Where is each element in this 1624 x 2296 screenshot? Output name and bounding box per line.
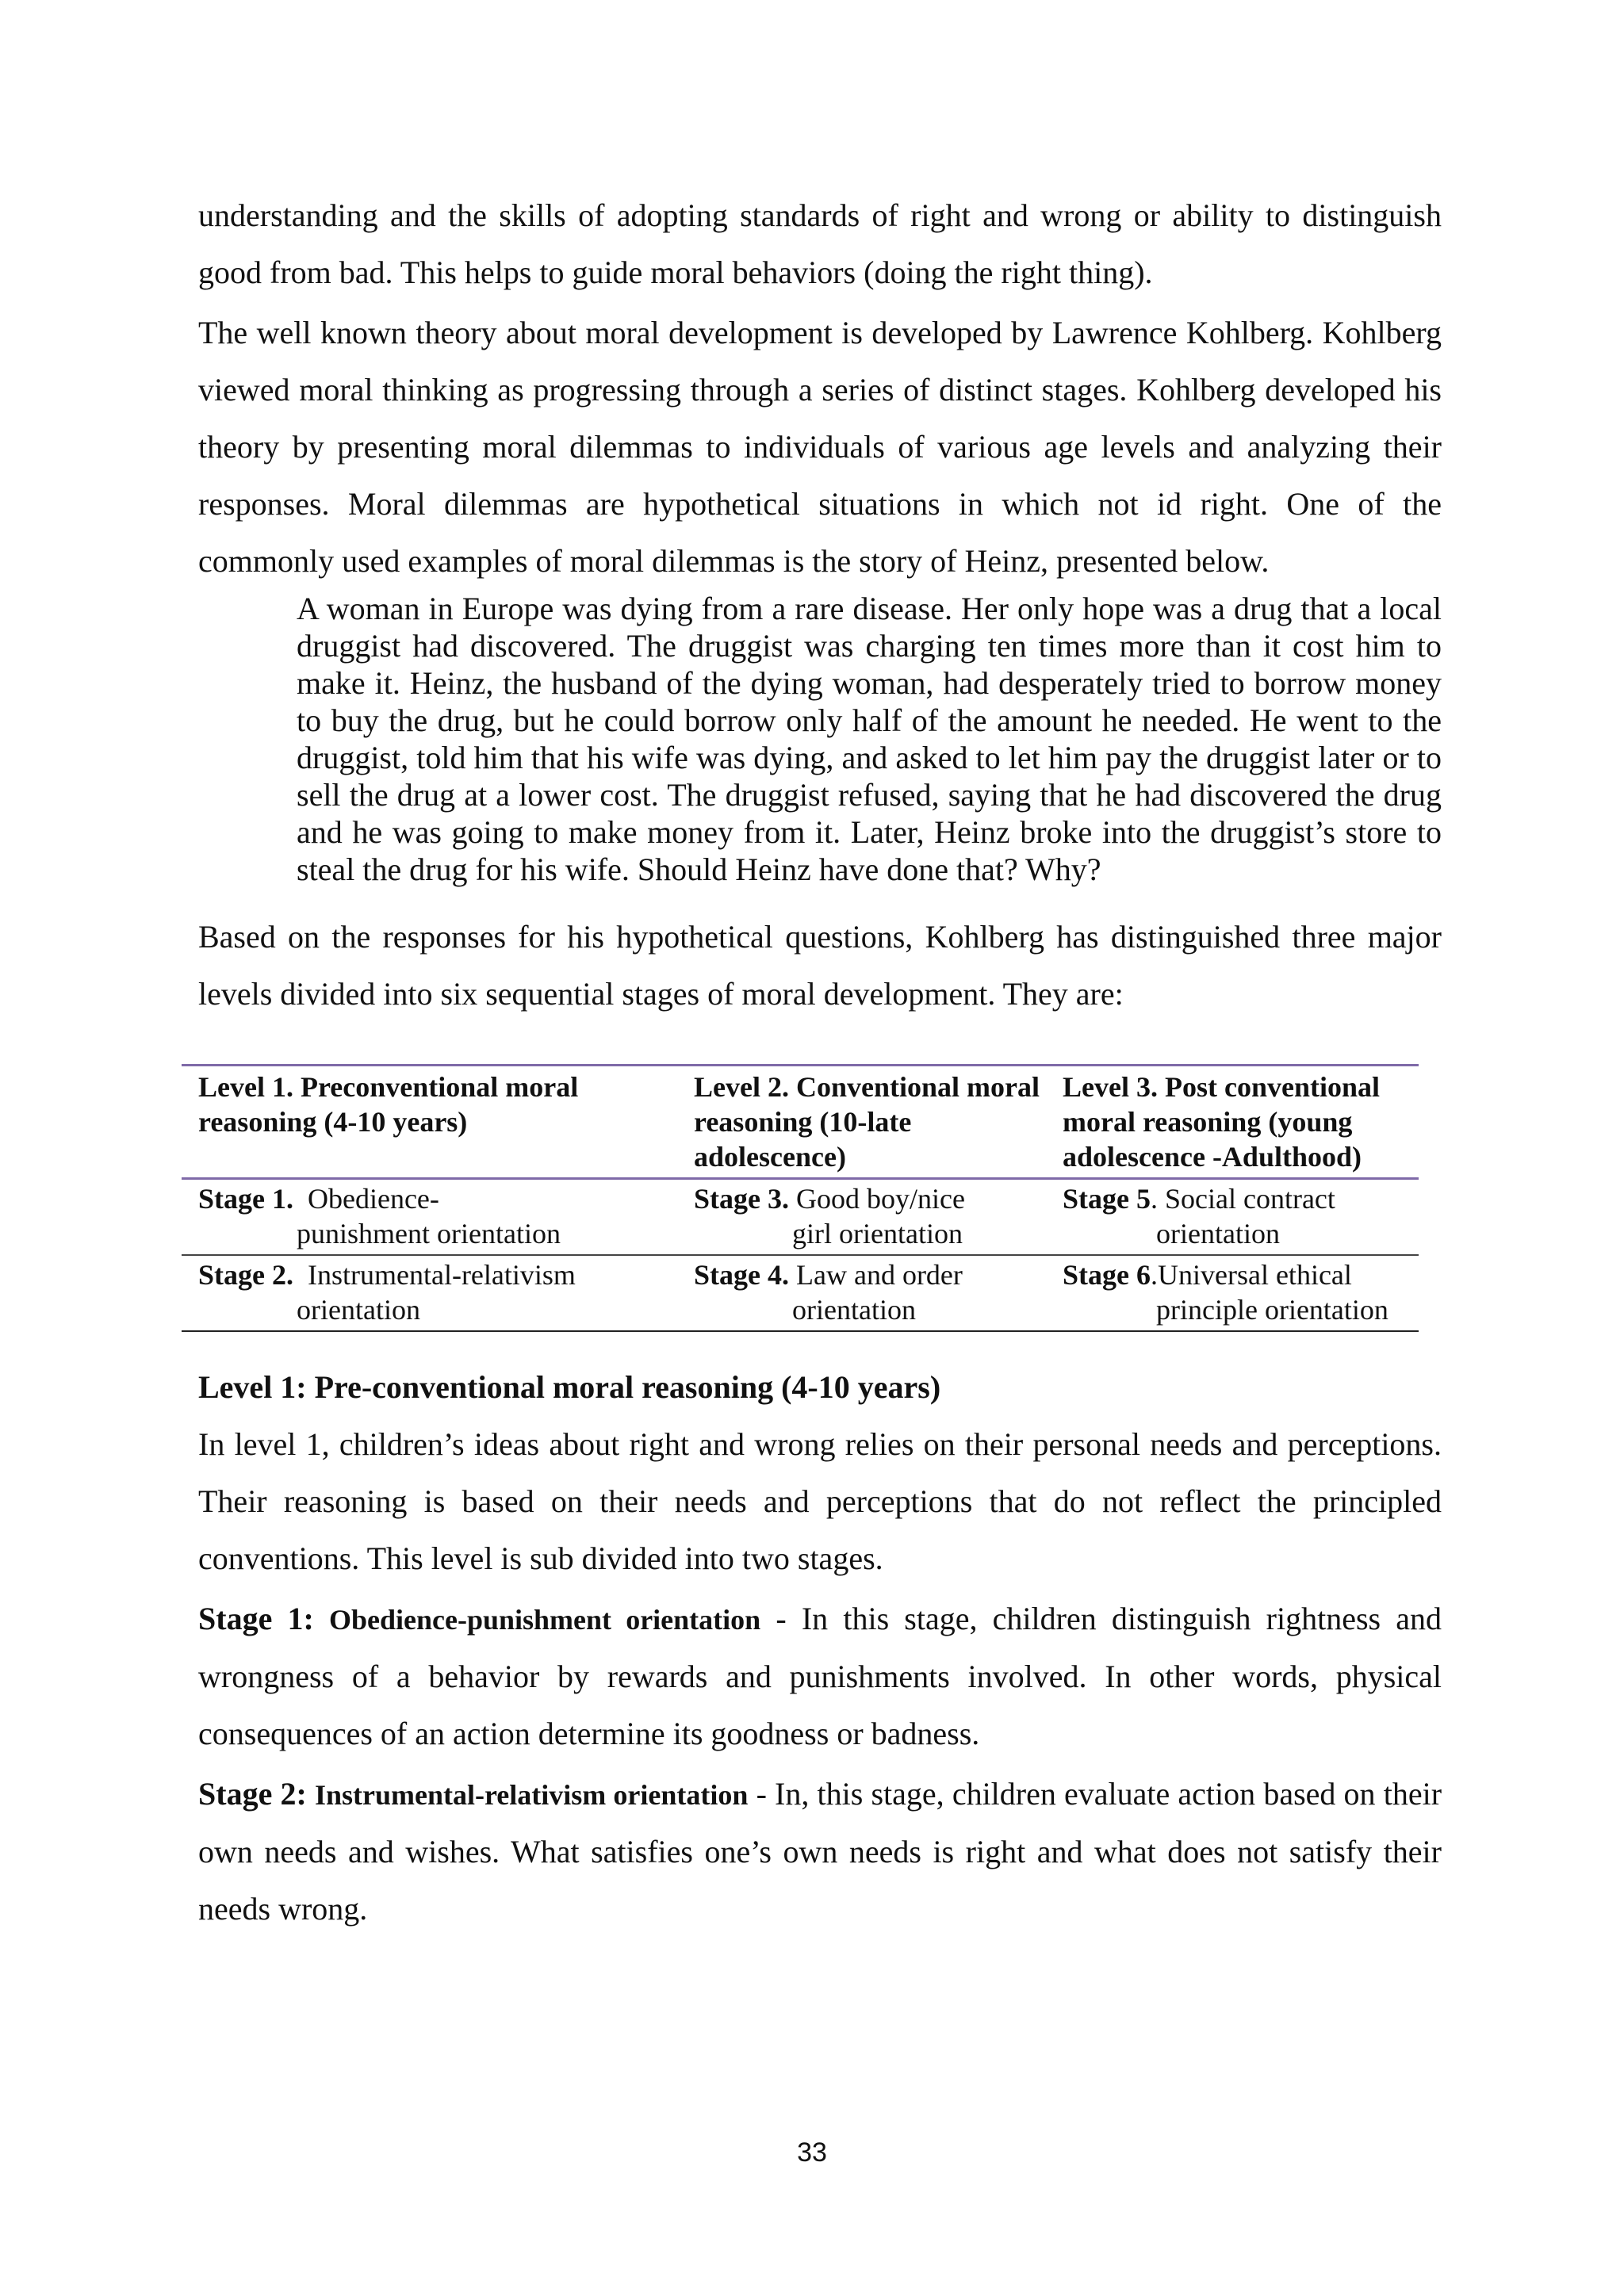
stage-6-first: .Universal ethical <box>1151 1259 1352 1291</box>
stage-5-second: orientation <box>1156 1218 1280 1249</box>
stage-1-first: Obedience- <box>293 1183 439 1215</box>
table-row <box>182 1255 1419 1331</box>
stage-2-heading-label: Stage 2: <box>198 1776 315 1812</box>
table-cell-stage-4 <box>677 1255 1046 1331</box>
stage-2-heading-name: Instrumental-relativism orientation <box>314 1779 749 1811</box>
paragraph-kohlberg: The well known theory about moral development is developed by Lawrence Kohlberg. Kohlberg viewed moral thinking as progressing through a series of distinct stages. Kohlberg developed his theory by presenting moral dilemmas to individuals of various age levels and analyzing their responses. Moral dilemmas are hypothetical situations in which not id right. One of the commonly used examples of moral dilemmas is the story of Heinz, presented below. <box>198 315 1442 579</box>
page-number: 33 <box>797 2137 827 2168</box>
table-cell-stage-3 <box>677 1179 1046 1256</box>
stage-4-label: Stage 4. <box>694 1259 789 1291</box>
stage-4-first: Law and order <box>789 1259 963 1291</box>
table-header-level-2: Level 2. Conventional moral reasoning (10-late adolescence) <box>677 1066 1046 1179</box>
kohlberg-levels-table <box>182 1064 1419 1332</box>
table-row <box>182 1179 1419 1256</box>
stage-1-heading-name: Obedience-punishment orientation <box>328 1604 761 1636</box>
stage-1-description: - In this stage, children distinguish rightness and wrongness of a behavior by rewards and punishments involved. In other words, physical consequences of an action determine its goodness or badness. <box>198 1601 1442 1751</box>
table-header-level-3: Level 3. Post conventional moral reasoning (young adolescence -Adulthood) <box>1046 1066 1419 1179</box>
paragraph-stage-2 <box>198 1766 1442 1938</box>
table-cell-stage-2 <box>182 1255 677 1331</box>
table-header-row <box>182 1066 1419 1179</box>
stage-2-second: orientation <box>297 1294 420 1326</box>
stage-5-label: Stage 5 <box>1063 1183 1151 1215</box>
paragraph-levels-intro: Based on the responses for his hypothetical questions, Kohlberg has distinguished three major levels divided into six sequential stages of moral development. They are: <box>198 919 1442 1012</box>
stage-3-second: girl orientation <box>792 1218 963 1249</box>
stage-4-second: orientation <box>792 1294 916 1326</box>
paragraph-level-1-intro: In level 1, children’s ideas about right and wrong relies on their personal needs and perceptions. Their reasoning is based on their needs and perceptions that do not reflect the principled conventions. This level is sub divided into two stages. <box>198 1426 1442 1576</box>
stage-1-heading-label: Stage 1: <box>198 1601 329 1636</box>
stage-6-label: Stage 6 <box>1063 1259 1151 1291</box>
stage-1-second: punishment orientation <box>297 1218 561 1249</box>
stage-2-label: Stage 2. <box>198 1259 293 1291</box>
table-cell-stage-6 <box>1046 1255 1419 1331</box>
stage-2-first: Instrumental-relativism <box>293 1259 576 1291</box>
table-cell-stage-5 <box>1046 1179 1419 1256</box>
paragraph-stage-1 <box>198 1590 1442 1762</box>
table-cell-stage-1 <box>182 1179 677 1256</box>
table-header-level-1: Level 1. Preconventional moral reasoning (4-10 years) <box>182 1066 677 1179</box>
heinz-dilemma-quote: A woman in Europe was dying from a rare disease. Her only hope was a drug that a local druggist had discovered. The druggist was charging ten times more than it cost him to make it. Heinz, the husband of the dying woman, had desperately tried to borrow money to buy the drug, but he could borrow only half of the amount he needed. He went to the druggist, told him that his wife was dying, and asked to let him pay the druggist later or to sell the drug at a lower cost. The druggist refused, saying that he had discovered the drug and he was going to make money from it. Later, Heinz broke into the druggist’s store to steal the drug for his wife. Should Heinz have done that? Why? <box>297 591 1442 887</box>
page-body <box>198 187 1442 1938</box>
stage-2-description: - In, this stage, children evaluate action based on their own needs and wishes. What satisfies one’s own needs is right and what does not satisfy their needs wrong. <box>198 1776 1442 1927</box>
stage-1-label: Stage 1. <box>198 1183 293 1215</box>
paragraph-intro: understanding and the skills of adopting standards of right and wrong or ability to distinguish good from bad. This helps to guide moral behaviors (doing the right thing). <box>198 197 1442 290</box>
stage-3-label: Stage 3. <box>694 1183 789 1215</box>
stage-5-first: . Social contract <box>1151 1183 1335 1215</box>
stage-6-second: principle orientation <box>1156 1294 1388 1326</box>
stage-3-first: Good boy/nice <box>789 1183 965 1215</box>
section-heading-level-1: Level 1: Pre-conventional moral reasoning (4-10 years) <box>198 1369 941 1405</box>
